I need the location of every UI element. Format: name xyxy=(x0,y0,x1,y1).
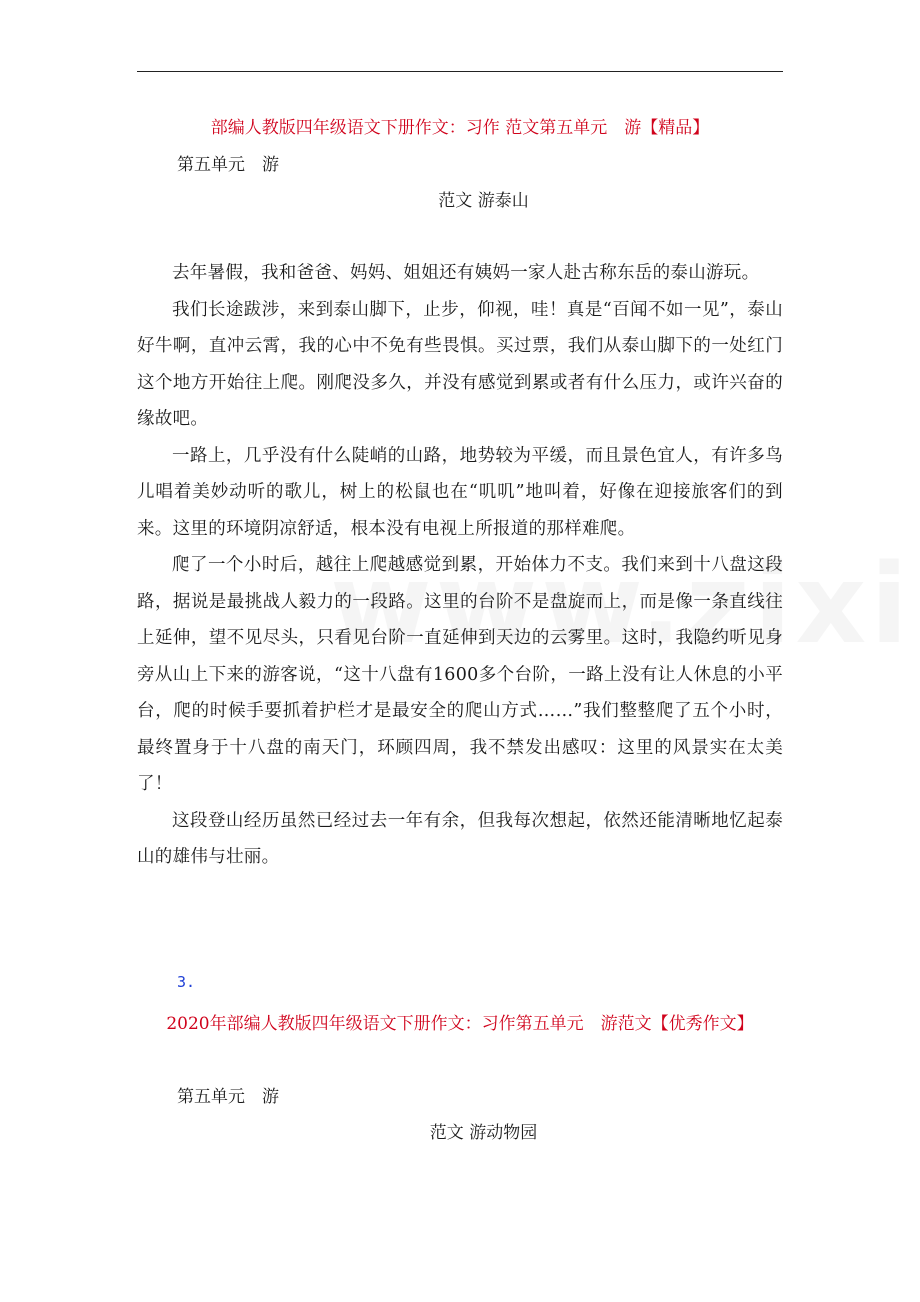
essay-paragraph: 爬了一个小时后，越往上爬越感觉到累，开始体力不支。我们来到十八盘这段路，据说是最挑战人毅力的一段路。这里的台阶不是盘旋而上，而是像一条直线往上延伸，望不见尽头，只看见台阶一直延伸到天边的云雾里。这时，我隐约听见身旁从山上下来的游客说，“这十八盘有1600多个台阶，一路上没有让人休息的小平台，爬的时候手要抓着护栏才是最安全的爬山方式……”我们整整爬了五个小时，最终置身于十八盘的南天门，环顾四周，我不禁发出感叹：这里的风景实在太美了！ xyxy=(137,555,783,794)
header-rule xyxy=(137,71,783,72)
next-essay-title: 范文 游动物园 xyxy=(429,1123,538,1143)
essay-title: 范文 游泰山 xyxy=(438,191,529,211)
essay-paragraph: 去年暑假，我和爸爸、妈妈、姐姐还有姨妈一家人赴古称东岳的泰山游玩。 xyxy=(172,263,760,283)
next-unit-label: 第五单元 游 xyxy=(177,1087,279,1107)
essay-body xyxy=(137,255,783,876)
item-number: 3. xyxy=(177,973,196,991)
unit-label: 第五单元 游 xyxy=(177,155,279,175)
essay-paragraph: 一路上，几乎没有什么陡峭的山路，地势较为平缓，而且景色宜人，有许多鸟儿唱着美妙动听的歌儿，树上的松鼠也在“叽叽”地叫着，好像在迎接旅客们的到来。这里的环境阴凉舒适，根本没有电视上所报道的那样难爬。 xyxy=(137,445,783,539)
essay-paragraph: 我们长途跋涉，来到泰山脚下，止步，仰视，哇！真是“百闻不如一见”，泰山好牛啊，直冲云霄，我的心中不免有些畏惧。买过票，我们从泰山脚下的一处红门这个地方开始往上爬。刚爬没多久，并没有感觉到累或者有什么压力，或许兴奋的缘故吧。 xyxy=(137,299,783,429)
next-document-title: 2020年部编人教版四年级语文下册作文：习作第五单元 游范文【优秀作文】 xyxy=(166,1014,754,1034)
essay-paragraph: 这段登山经历虽然已经过去一年有余，但我每次想起，依然还能清晰地忆起泰山的雄伟与壮丽。 xyxy=(137,810,783,867)
document-title: 部编人教版四年级语文下册作文：习作 范文第五单元 游【精品】 xyxy=(210,118,710,138)
